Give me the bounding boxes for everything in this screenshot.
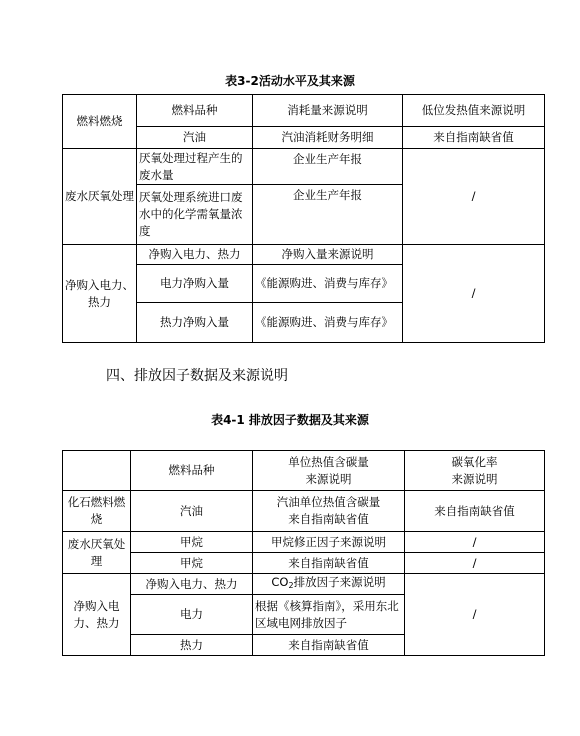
heat-net-purchase-source: 《能源购进、消费与库存》 [253, 303, 403, 343]
methane-row2-slash: / [405, 553, 545, 574]
section-fuel-combustion: 燃料燃烧 [63, 95, 137, 149]
carbon-content-header-line1: 单位热值含碳量 [288, 454, 369, 469]
table2-title: 表4-1 排放因子数据及其来源 [211, 413, 369, 427]
col-header-oxidation-rate-source [405, 451, 545, 491]
wastewater-slash: / [403, 149, 545, 245]
co2-prefix: CO [271, 575, 289, 589]
purchased-amount-source-header: 净购入量来源说明 [253, 245, 403, 265]
section-wastewater: 废水厌氧处理 [63, 149, 137, 245]
section-fossil-fuel: 化石燃料燃烧 [63, 491, 131, 532]
cod-concentration-source: 企业生产年报 [253, 185, 403, 245]
methane-row2-label: 甲烷 [131, 553, 253, 574]
gasoline-oxidation-source: 来自指南缺省值 [405, 491, 545, 532]
col-header-fuel-type: 燃料品种 [131, 451, 253, 491]
section-heading: 四、排放因子数据及来源说明 [106, 368, 288, 384]
section-purchased-power: 净购入电力、热力 [63, 245, 137, 343]
electricity-net-purchase-label: 电力净购入量 [137, 265, 253, 303]
co2-emission-factor-header [253, 574, 405, 595]
co2-suffix: 排放因子来源说明 [293, 575, 386, 589]
gasoline-consumption-source: 汽油消耗财务明细 [253, 127, 403, 149]
purchased-subheader: 净购入电力、热力 [137, 245, 253, 265]
activity-level-table [62, 94, 545, 343]
heat-factor-source: 来自指南缺省值 [253, 635, 405, 656]
electricity-net-purchase-source: 《能源购进、消费与库存》 [253, 265, 403, 303]
table1-title: 表3-2活动水平及其来源 [225, 74, 355, 88]
electricity-label: 电力 [131, 595, 253, 635]
purchased-subheader: 净购入电力、热力 [131, 574, 253, 595]
fossil-fuel-gasoline: 汽油 [131, 491, 253, 532]
gasoline-heating-value-source: 来自指南缺省值 [403, 127, 545, 149]
gasoline-carbon-line1: 汽油单位热值含碳量 [276, 495, 381, 509]
methane-correction-source: 甲烷修正因子来源说明 [253, 532, 405, 553]
section-purchased-power: 净购入电力、热力 [63, 574, 131, 656]
gasoline-carbon-content-source [253, 491, 405, 532]
purchased-slash: / [405, 574, 545, 656]
methane-default-source: 来自指南缺省值 [253, 553, 405, 574]
co2-subscript: 2 [288, 581, 294, 590]
header-empty-cell [63, 451, 131, 491]
heat-label: 热力 [131, 635, 253, 656]
section-wastewater: 废水厌氧处理 [63, 532, 131, 574]
gasoline-carbon-line2: 来自指南缺省值 [288, 512, 369, 526]
heat-net-purchase-label: 热力净购入量 [137, 303, 253, 343]
carbon-content-header-line2: 来源说明 [305, 471, 352, 486]
col-header-heating-value-source: 低位发热值来源说明 [403, 95, 545, 127]
wastewater-volume-source: 企业生产年报 [253, 149, 403, 185]
oxidation-header-line2: 来源说明 [451, 471, 498, 486]
col-header-fuel-type: 燃料品种 [137, 95, 253, 127]
methane-row1-label: 甲烷 [131, 532, 253, 553]
cod-concentration-label: 厌氧处理系统进口废水中的化学需氧量浓度 [137, 185, 253, 245]
electricity-factor-source: 根据《核算指南》，采用东北区域电网排放因子 [253, 595, 405, 635]
col-header-consumption-source: 消耗量来源说明 [253, 95, 403, 127]
methane-row1-slash: / [405, 532, 545, 553]
emission-factor-table [62, 450, 545, 656]
col-header-carbon-content-source [253, 451, 405, 491]
fuel-gasoline: 汽油 [137, 127, 253, 149]
oxidation-header-line1: 碳氧化率 [451, 454, 498, 469]
wastewater-volume-label: 厌氧处理过程产生的废水量 [137, 149, 253, 185]
purchased-slash: / [403, 245, 545, 343]
